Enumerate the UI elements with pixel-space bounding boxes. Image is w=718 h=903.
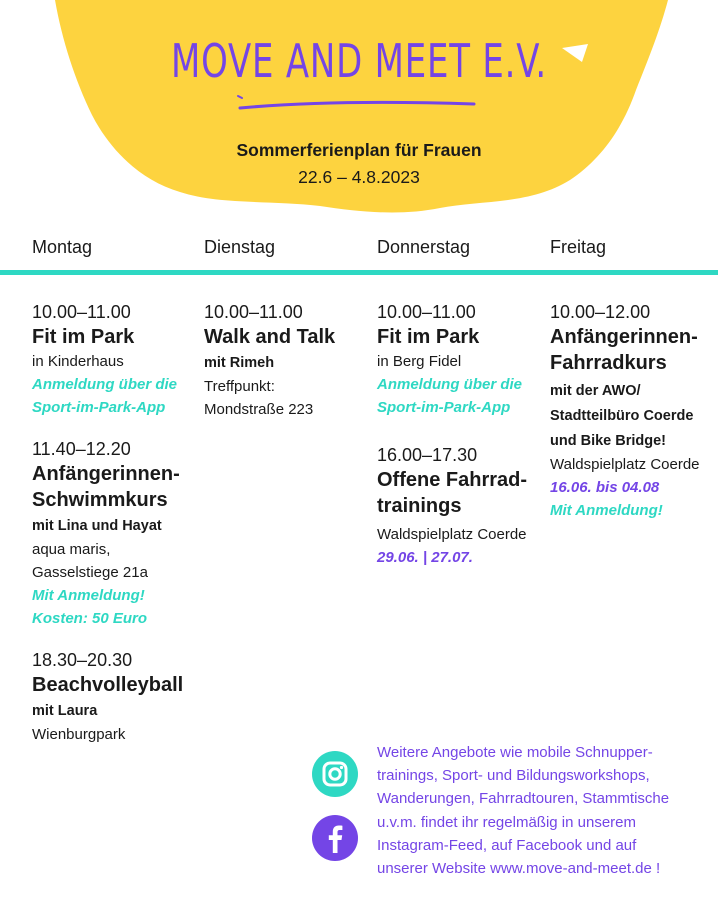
day-monday: Montag bbox=[32, 237, 93, 257]
event-walk-and-talk bbox=[204, 300, 374, 421]
title-underline bbox=[236, 92, 476, 118]
day-thursday: Donnerstag bbox=[377, 237, 471, 257]
event-time: 10.00–11.00 bbox=[377, 302, 476, 322]
day-friday: Freitag bbox=[550, 237, 607, 257]
event-schwimmkurs bbox=[32, 437, 202, 630]
event-beachvolleyball bbox=[32, 648, 202, 746]
subtitle bbox=[0, 137, 718, 191]
event-location: Waldspielplatz Coerde bbox=[377, 526, 527, 543]
event-location: Waldspielplatz Coerde bbox=[550, 456, 700, 473]
event-note: Mit Anmeldung! bbox=[550, 502, 663, 519]
event-name: Fit im Park bbox=[377, 326, 480, 348]
event-time: 10.00–11.00 bbox=[32, 302, 131, 322]
event-location: Mondstraße 223 bbox=[204, 401, 314, 418]
event-note: Sport-im-Park-App bbox=[32, 399, 166, 416]
column-friday bbox=[550, 300, 715, 540]
footer-line: unserer Website www.move-and-meet.de ! bbox=[377, 860, 661, 878]
day-tuesday: Dienstag bbox=[204, 237, 276, 257]
event-name: Fahrradkurs bbox=[550, 352, 667, 374]
event-fahrradtrainings bbox=[377, 443, 552, 569]
page-title: MOVE AND MEET E.V. bbox=[171, 34, 547, 88]
event-fahrradkurs bbox=[550, 300, 715, 522]
divider-line bbox=[0, 270, 718, 275]
event-time: 10.00–12.00 bbox=[550, 302, 651, 322]
event-name: trainings bbox=[377, 495, 462, 517]
event-location: aqua maris, bbox=[32, 541, 111, 558]
event-fit-im-park-donnerstag bbox=[377, 300, 552, 419]
event-name: Beachvolleyball bbox=[32, 674, 184, 696]
event-host: mit Laura bbox=[32, 703, 98, 719]
event-time: 11.40–12.20 bbox=[32, 439, 131, 459]
event-location: in Berg Fidel bbox=[377, 353, 462, 370]
event-time: 18.30–20.30 bbox=[32, 650, 133, 670]
footer-line: Wanderungen, Fahrradtouren, Stammtische bbox=[377, 790, 670, 808]
event-name: Offene Fahrrad- bbox=[377, 469, 528, 491]
event-host: mit Lina und Hayat bbox=[32, 518, 162, 534]
event-location: in Kinderhaus bbox=[32, 353, 124, 370]
event-host: mit der AWO/ bbox=[550, 383, 641, 399]
column-thursday bbox=[377, 300, 552, 587]
footer-line: Weitere Angebote wie mobile Schnupper- bbox=[377, 744, 653, 761]
event-location: Gasselstiege 21a bbox=[32, 564, 148, 581]
event-name: Schwimmkurs bbox=[32, 489, 168, 511]
event-name: Walk and Talk bbox=[204, 326, 336, 348]
event-name: Fit im Park bbox=[32, 326, 135, 348]
subtitle-text: Sommerferienplan für Frauen bbox=[236, 140, 482, 160]
event-time: 16.00–17.30 bbox=[377, 445, 478, 465]
event-name: Anfängerinnen- bbox=[32, 463, 180, 485]
footer-line: trainings, Sport- und Bildungsworkshops, bbox=[377, 767, 650, 785]
event-note: Sport-im-Park-App bbox=[377, 399, 511, 416]
event-name: Anfängerinnen- bbox=[550, 326, 698, 348]
column-tuesday bbox=[204, 300, 374, 439]
event-fit-im-park-montag bbox=[32, 300, 202, 419]
event-location: Treffpunkt: bbox=[204, 378, 275, 395]
footer-line: u.v.m. findet ihr regelmäßig in unserem bbox=[377, 813, 636, 831]
instagram-icon[interactable] bbox=[312, 751, 358, 797]
event-host: mit Rimeh bbox=[204, 355, 275, 371]
event-note: Kosten: 50 Euro bbox=[32, 610, 148, 627]
column-monday bbox=[32, 300, 202, 764]
event-host: Stadtteilbüro Coerde bbox=[550, 408, 694, 424]
facebook-icon[interactable] bbox=[312, 815, 358, 861]
event-dates: 16.06. bis 04.08 bbox=[550, 479, 660, 496]
event-host: und Bike Bridge! bbox=[550, 433, 667, 449]
footer-text bbox=[377, 741, 697, 880]
event-location: Wienburgpark bbox=[32, 726, 126, 743]
footer-line: Instagram-Feed, auf Facebook und auf bbox=[377, 836, 637, 854]
event-note: Anmeldung über die bbox=[377, 376, 523, 393]
event-dates: 29.06. | 27.07. bbox=[377, 549, 473, 566]
event-note: Anmeldung über die bbox=[32, 376, 178, 393]
date-range: 22.6 – 4.8.2023 bbox=[298, 167, 420, 187]
event-note: Mit Anmeldung! bbox=[32, 587, 145, 604]
event-time: 10.00–11.00 bbox=[204, 302, 303, 322]
